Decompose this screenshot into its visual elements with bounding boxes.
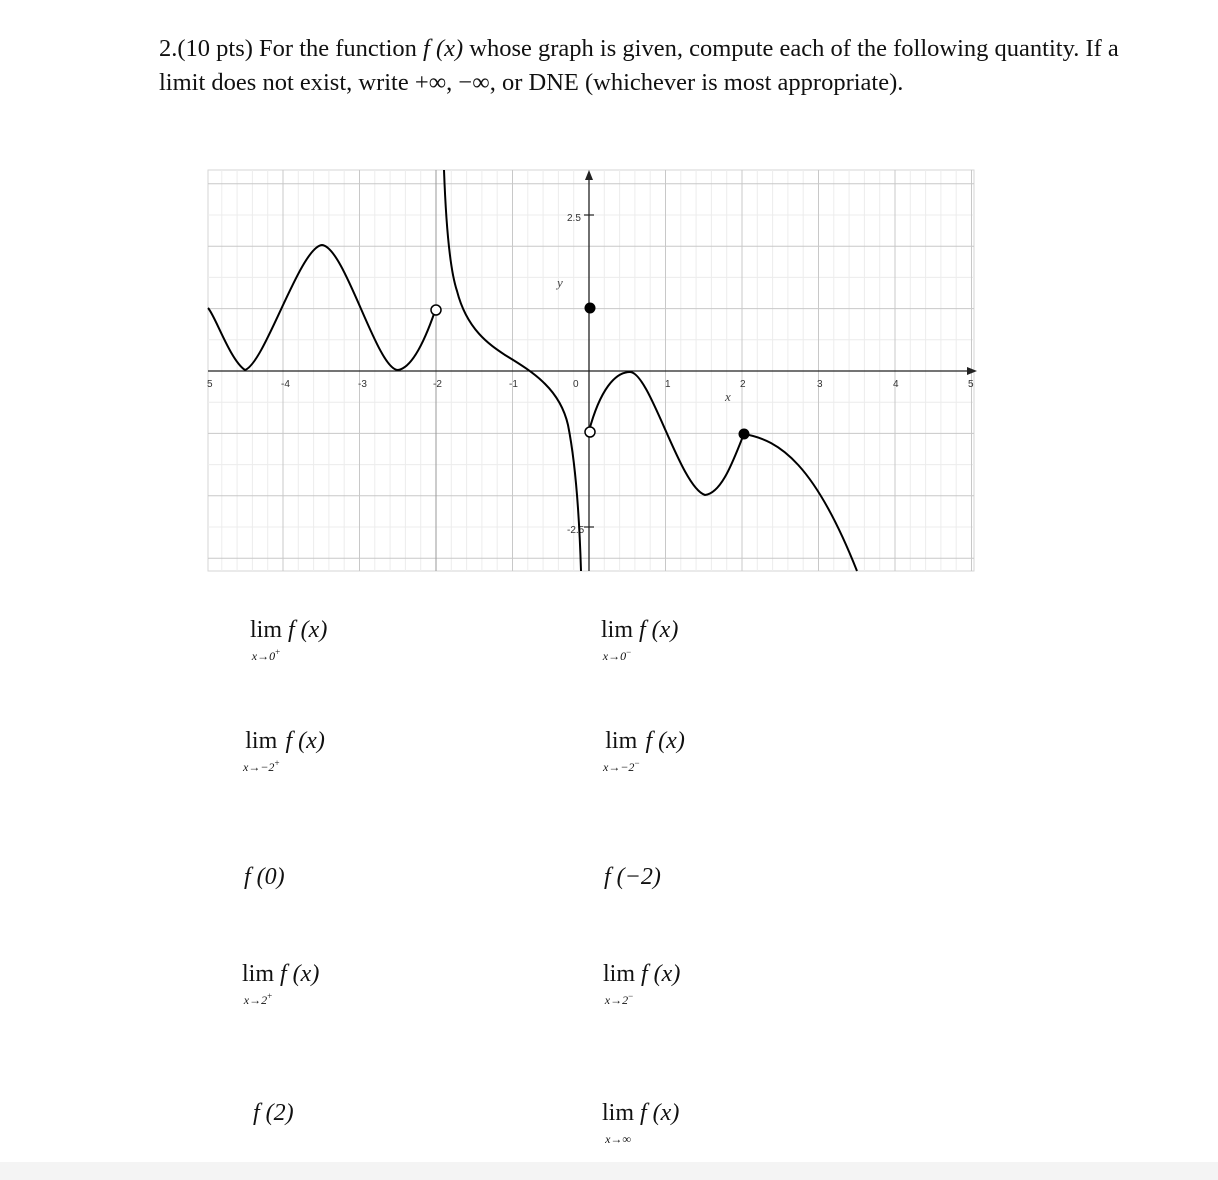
- x-tick-label: -2: [433, 379, 442, 390]
- graph-svg: [205, 165, 980, 575]
- y-tick-label-bottom: -2.5: [567, 525, 585, 536]
- question-lim-0-plus: lim x→0+ f (x): [250, 617, 328, 663]
- open-point-at-neg2: [431, 305, 441, 315]
- question-f-of-0: f (0): [244, 864, 285, 890]
- x-tick-label: 4: [893, 379, 899, 390]
- x-edge-label-left: 5: [207, 379, 213, 390]
- x-tick-label: 3: [817, 379, 823, 390]
- function-graph: [205, 165, 980, 575]
- y-axis-label: y: [557, 275, 563, 290]
- filled-point-at-2: [739, 429, 750, 440]
- x-tick-label: 0: [573, 379, 579, 390]
- question-lim-infinity: lim x→∞ f (x): [602, 1100, 680, 1146]
- x-tick-label: -4: [281, 379, 290, 390]
- question-f-of-neg2: f (−2): [604, 864, 661, 890]
- x-tick-label: 1: [665, 379, 671, 390]
- function-name: f (x): [423, 35, 464, 62]
- page-bottom-band: [0, 1162, 1218, 1180]
- minus-infinity: −∞: [458, 69, 490, 96]
- question-lim-2-minus: lim x→2− f (x): [603, 961, 681, 1007]
- open-point-at-0: [585, 427, 595, 437]
- question-lim-neg2-plus: lim x→−2+ f (x): [243, 728, 325, 774]
- question-lim-2-plus: lim x→2+ f (x): [242, 961, 320, 1007]
- question-lim-0-minus: lim x→0− f (x): [601, 617, 679, 663]
- x-axis-label: x: [725, 389, 731, 404]
- filled-point-at-0: [585, 303, 596, 314]
- plus-infinity: +∞: [414, 69, 447, 96]
- y-tick-label-top: 2.5: [567, 213, 581, 224]
- question-f-of-2: f (2): [253, 1100, 294, 1126]
- question-lim-neg2-minus: lim x→−2− f (x): [603, 728, 685, 774]
- x-tick-label: 2: [740, 379, 746, 390]
- x-tick-label: -1: [509, 379, 518, 390]
- problem-statement: 2.(10 pts) For the function f (x) whose graph is given, compute each of the following quantity. If a limit does not exist, write +∞, −∞, or DNE (whichever is most appropriate).: [159, 35, 1119, 96]
- x-tick-label: -3: [358, 379, 367, 390]
- x-edge-label-right: 5: [968, 379, 974, 390]
